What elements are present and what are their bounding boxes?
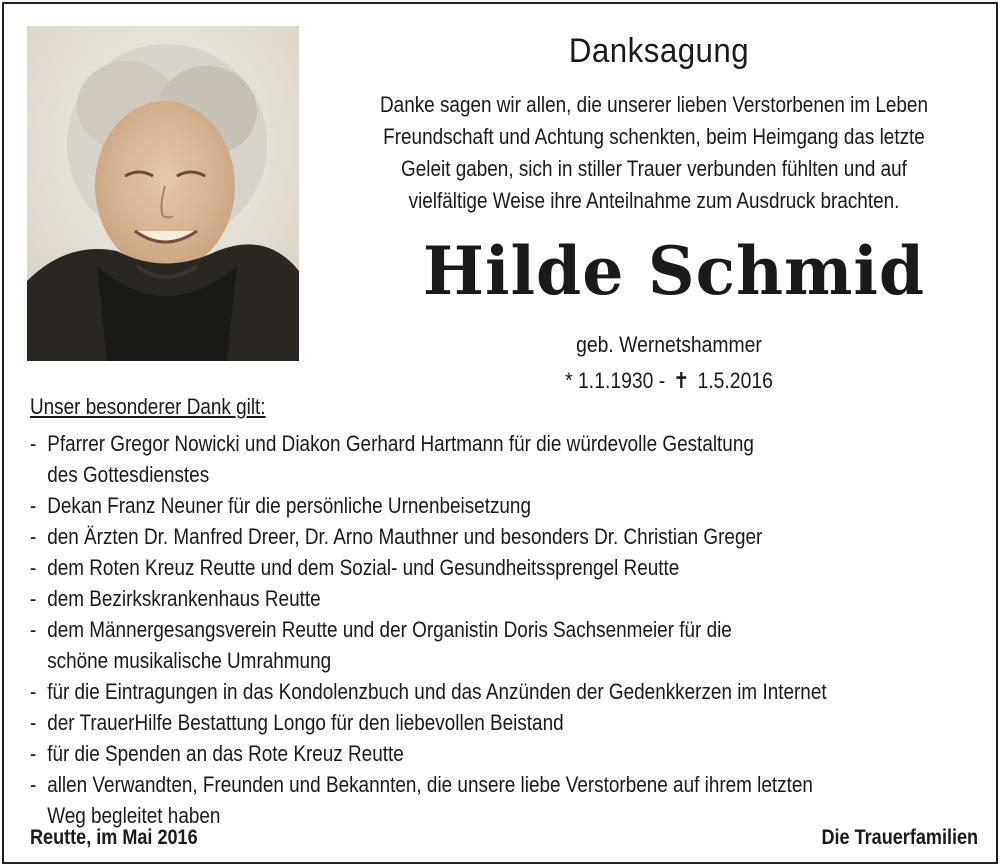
life-dates: [493, 368, 845, 394]
bullet-dash: -: [30, 710, 37, 735]
thanks-list: [30, 428, 924, 831]
item-text: Pfarrer Gregor Nowicki und Diakon Gerhard Hartmann für die würdevolle Gestaltung: [47, 431, 754, 456]
list-item: [30, 521, 924, 552]
item-continuation: des Gottesdienstes: [47, 462, 210, 487]
list-item: [30, 614, 924, 676]
item-text: für die Spenden an das Rote Kreuz Reutte: [47, 741, 404, 766]
item-text: Dekan Franz Neuner für die persönliche Urnenbeisetzung: [47, 493, 531, 518]
item-text: den Ärzten Dr. Manfred Dreer, Dr. Arno Mauthner und besonders Dr. Christian Greger: [47, 524, 763, 549]
intro-line: Geleit gaben, sich in stiller Trauer verbunden fühlten und auf: [401, 156, 907, 181]
bullet-dash: -: [30, 586, 37, 611]
bullet-dash: -: [30, 679, 37, 704]
item-text: dem Männergesangsverein Reutte und der Organistin Doris Sachsenmeier für die: [47, 617, 732, 642]
notice-title: Danksagung: [568, 32, 750, 70]
bullet-dash: -: [30, 741, 37, 766]
list-item: [30, 738, 924, 769]
thanks-heading: Unser besonderer Dank gilt:: [30, 394, 266, 419]
signature: Die Trauerfamilien: [821, 826, 978, 849]
list-item: [30, 428, 924, 490]
list-item: [30, 707, 924, 738]
bullet-dash: -: [30, 524, 37, 549]
intro-line: vielfältige Weise ihre Anteilnahme zum Ausdruck brachten.: [408, 188, 900, 213]
bullet-dash: -: [30, 555, 37, 580]
death-date: 1.5.2016: [697, 368, 773, 393]
item-text: für die Eintragungen in das Kondolenzbuch und das Anzünden der Gedenkkerzen im Internet: [47, 679, 827, 704]
item-continuation: Weg begleitet haben: [47, 803, 221, 828]
item-text: dem Bezirkskrankenhaus Reutte: [47, 586, 321, 611]
item-text: dem Roten Kreuz Reutte und dem Sozial- und Gesundheitssprengel Reutte: [47, 555, 680, 580]
intro-text: [353, 89, 955, 217]
list-item: [30, 583, 924, 614]
obituary-notice: [2, 2, 998, 864]
bullet-dash: -: [30, 617, 37, 642]
item-text: der TrauerHilfe Bestattung Longo für den liebevollen Beistand: [47, 710, 564, 735]
intro-line: Freundschaft und Achtung schenkten, beim Heimgang das letzte: [383, 124, 925, 149]
intro-line: Danke sagen wir allen, die unserer lieben Verstorbenen im Leben: [380, 92, 928, 117]
list-item: [30, 676, 924, 707]
deceased-name: Hilde Schmid: [422, 232, 926, 310]
maiden-name: geb. Wernetshammer: [576, 332, 762, 357]
list-item: [30, 769, 924, 831]
bullet-dash: -: [30, 772, 37, 797]
cross-icon: ✝: [673, 368, 690, 393]
bullet-dash: -: [30, 431, 37, 456]
portrait-photo: [27, 26, 299, 361]
place-date: Reutte, im Mai 2016: [30, 826, 198, 849]
item-continuation: schöne musikalische Umrahmung: [47, 648, 332, 673]
list-item: [30, 552, 924, 583]
bullet-dash: -: [30, 493, 37, 518]
item-text: allen Verwandten, Freunden und Bekannten, die unsere liebe Verstorbene auf ihrem letzten: [47, 772, 813, 797]
birth-date: * 1.1.1930 -: [565, 368, 666, 393]
list-item: [30, 490, 924, 521]
